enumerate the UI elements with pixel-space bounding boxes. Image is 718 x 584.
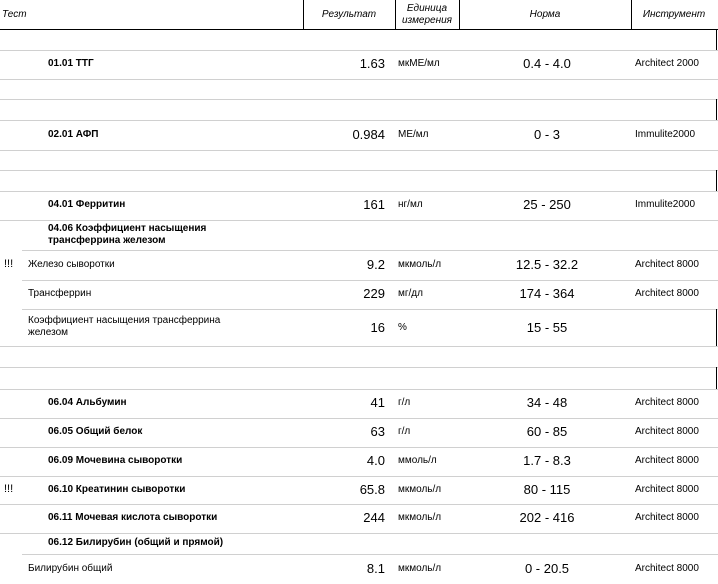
table-edge [716,367,717,389]
test-name-line2: железом [28,327,69,338]
test-result: 1.63 [359,56,385,71]
test-instrument: Architect 8000 [635,426,699,437]
test-norm: 0.4 - 4.0 [523,56,571,71]
test-name: 01.01 ТТГ [48,58,94,69]
test-unit: мкмоль/л [398,484,442,495]
header-norm: Норма [529,9,561,20]
test-name: Железо сыворотки [28,259,115,270]
group-title [48,223,206,247]
row-separator [0,150,718,151]
test-name: 06.11 Мочевая кислота сыворотки [48,512,218,523]
test-unit: мкмоль/л [398,512,442,523]
test-norm: 34 - 48 [526,395,568,410]
test-result: 0.984 [352,127,385,142]
test-result: 161 [363,197,385,212]
header-result: Результат [321,9,377,20]
header-instrument: Инструмент [642,9,706,20]
test-name: 04.01 Ферритин [48,199,126,210]
test-norm: 202 - 416 [519,510,575,525]
table-row [0,533,718,554]
table-row [0,447,718,476]
test-norm: 60 - 85 [526,424,568,439]
table-row [0,50,718,79]
test-result: 8.1 [366,561,385,576]
test-result: 41 [370,395,385,410]
table-row [0,280,718,309]
test-norm: 12.5 - 32.2 [515,257,579,272]
test-result: 65.8 [359,482,385,497]
header-divider [303,0,304,29]
test-norm: 80 - 115 [523,482,571,497]
test-unit: нг/мл [398,199,423,210]
table-row [0,220,718,250]
header-underline [0,29,718,30]
test-result: 244 [363,510,385,525]
test-unit: мкМЕ/мл [398,58,440,69]
test-instrument: Architect 8000 [635,484,699,495]
test-unit: мкмоль/л [398,259,442,270]
row-separator [0,367,718,368]
table-row [0,476,718,504]
test-unit: г/л [398,397,411,408]
test-result: 9.2 [366,257,385,272]
test-norm: 1.7 - 8.3 [523,453,571,468]
test-name-line1: Коэффициент насыщения трансферрина [28,315,221,326]
test-unit: мкмоль/л [398,563,442,574]
header-divider [395,0,396,29]
table-edge [716,170,717,191]
table-row [0,418,718,447]
test-result: 4.0 [366,453,385,468]
test-norm: 174 - 364 [519,286,575,301]
test-name: 06.05 Общий белок [48,426,143,437]
test-name: 02.01 АФП [48,129,99,140]
test-unit: мг/дл [398,288,423,299]
header-divider [459,0,460,29]
table-edge [716,99,717,120]
test-instrument: Architect 8000 [635,259,699,270]
header-unit-line1: Единица [406,2,448,14]
header-unit [396,0,458,29]
row-separator [0,79,718,80]
table-row [0,389,718,418]
test-result: 229 [363,286,385,301]
table-row [0,120,718,150]
abnormal-flag: !!! [4,258,14,270]
table-row [0,504,718,533]
test-norm: 25 - 250 [523,197,571,212]
header-divider [631,0,632,29]
test-instrument: Architect 8000 [635,397,699,408]
abnormal-flag: !!! [4,483,14,495]
table-row [0,191,718,220]
test-norm: 15 - 55 [526,320,568,335]
header-test: Тест [2,9,27,20]
test-name: Билирубин общий [28,563,113,574]
test-unit: ммоль/л [398,455,437,466]
row-separator [0,170,718,171]
test-name: 06.04 Альбумин [48,397,127,408]
table-row [0,554,718,584]
test-unit: г/л [398,426,411,437]
test-unit: % [398,322,407,333]
test-name [28,315,220,339]
test-name: 06.09 Мочевина сыворотки [48,455,183,466]
group-title: 06.12 Билирубин (общий и прямой) [48,537,224,548]
test-result: 16 [370,320,385,335]
table-row [0,250,718,280]
group-title-line1: 04.06 Коэффициент насыщения [48,223,207,234]
test-instrument: Immulite2000 [635,129,696,140]
group-title-line2: трансферрина железом [48,235,166,246]
test-instrument: Architect 8000 [635,455,699,466]
test-instrument: Immulite2000 [635,199,696,210]
table-edge [716,30,717,50]
table-header [0,0,718,30]
test-name: Трансферрин [28,288,92,299]
header-unit-line2: измерения [401,14,453,26]
test-instrument: Architect 8000 [635,563,699,574]
test-result: 63 [370,424,385,439]
test-unit: МЕ/мл [398,129,429,140]
table-row [0,309,718,346]
row-separator [0,346,718,347]
test-instrument: Architect 2000 [635,58,699,69]
test-instrument: Architect 8000 [635,512,699,523]
row-separator [0,99,718,100]
test-instrument: Architect 8000 [635,288,699,299]
test-norm: 0 - 20.5 [524,561,570,576]
test-norm: 0 - 3 [533,127,560,142]
test-name: 06.10 Креатинин сыворотки [48,484,186,495]
